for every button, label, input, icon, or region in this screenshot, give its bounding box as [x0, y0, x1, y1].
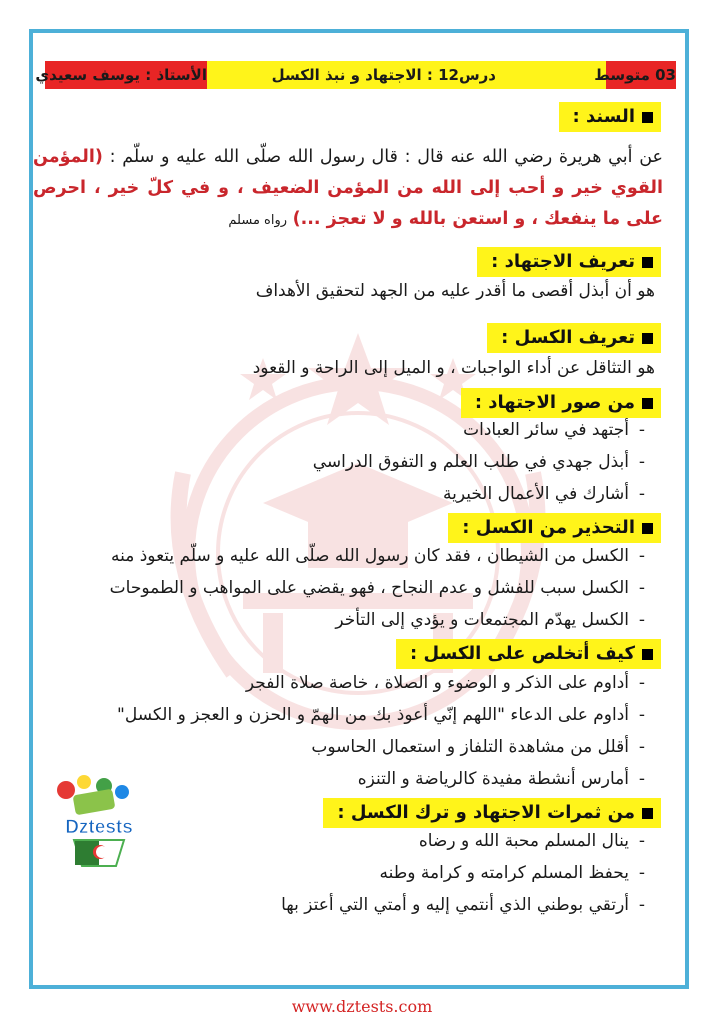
list-item: -أداوم على الدعاء "اللهم إنّي أعوذ بك من الهمّ و الحزن و العجز و الكسل" — [117, 705, 646, 725]
list-item: -أداوم على الذكر و الوضوء و الصلاة ، خاصة صلاة الفجر — [245, 673, 646, 693]
teacher-name: الأستاذ : يوسف سعيدي — [45, 61, 207, 89]
level-label: 03 متوسط — [606, 61, 676, 89]
list-item: -الكسل سبب للفشل و عدم النجاح ، فهو يقضي على المواهب و الطموحات — [109, 578, 646, 598]
list-item: -أقلل من مشاهدة التلفاز و استعمال الحاسوب — [311, 737, 646, 757]
warning-heading: التحذير من الكسل : — [448, 513, 661, 543]
lesson-header — [35, 61, 676, 89]
list-item: -يحفظ المسلم كرامته و كرامة وطنه — [379, 863, 646, 883]
list-item: -أبذل جهدي في طلب العلم و التفوق الدراسي — [312, 452, 646, 472]
square-bullet-icon — [642, 398, 653, 409]
square-bullet-icon — [642, 112, 653, 123]
list-item: -الكسل يهدّم المجتمعات و يؤدي إلى التأخر — [335, 610, 646, 630]
dztests-logo — [44, 770, 154, 870]
square-bullet-icon — [642, 257, 653, 268]
hadith-intro: عن أبي هريرة رضي الله عنه قال : قال رسول الله صلّى الله عليه و سلّم : — [109, 147, 663, 167]
square-bullet-icon — [642, 649, 653, 660]
list-item: -أشارك في الأعمال الخيرية — [442, 484, 646, 504]
kasal-definition-heading: تعريف الكسل : — [487, 323, 661, 353]
square-bullet-icon — [642, 808, 653, 819]
howto-heading: كيف أتخلص على الكسل : — [396, 639, 661, 669]
list-item: -الكسل من الشيطان ، فقد كان رسول الله صلّى الله عليه و سلّم يتعوذ منه — [110, 546, 646, 566]
lesson-title: درس12 : الاجتهاد و نبذ الكسل — [271, 66, 496, 84]
list-item: -أرتقي بوطني الذي أنتمي إليه و أمتي التي أعتز بها — [281, 895, 646, 915]
list-item: -أمارس أنشطة مفيدة كالرياضة و التنزه — [357, 769, 646, 789]
hadith-text — [33, 142, 663, 236]
square-bullet-icon — [642, 523, 653, 534]
fruits-heading: من ثمرات الاجتهاد و ترك الكسل : — [323, 798, 661, 828]
square-bullet-icon — [642, 333, 653, 344]
list-item: -ينال المسلم محبة الله و رضاه — [418, 831, 646, 851]
kasal-definition-text: هو التثاقل عن أداء الواجبات ، و الميل إلى الراحة و القعود — [252, 358, 655, 378]
sanad-heading: السند : — [559, 102, 661, 132]
svg-text:Dztests: Dztests — [65, 817, 133, 838]
ijtihad-definition-heading: تعريف الاجتهاد : — [477, 247, 661, 277]
forms-heading: من صور الاجتهاد : — [461, 388, 661, 418]
footer-website[interactable]: www.dztests.com — [291, 997, 433, 1016]
ijtihad-definition-text: هو أن أبذل أقصى ما أقدر عليه من الجهد لتحقيق الأهداف — [255, 281, 655, 301]
list-item: -أجتهد في سائر العبادات — [463, 420, 646, 440]
hadith-source: رواه مسلم — [228, 213, 288, 228]
hadith-quote: (المؤمن القوي خير و أحب إلى الله من المؤمن الضعيف ، و في كلّ خير ، احرص على ما ينفعك ، و استعن بالله و لا تعجز ...) — [33, 147, 663, 229]
